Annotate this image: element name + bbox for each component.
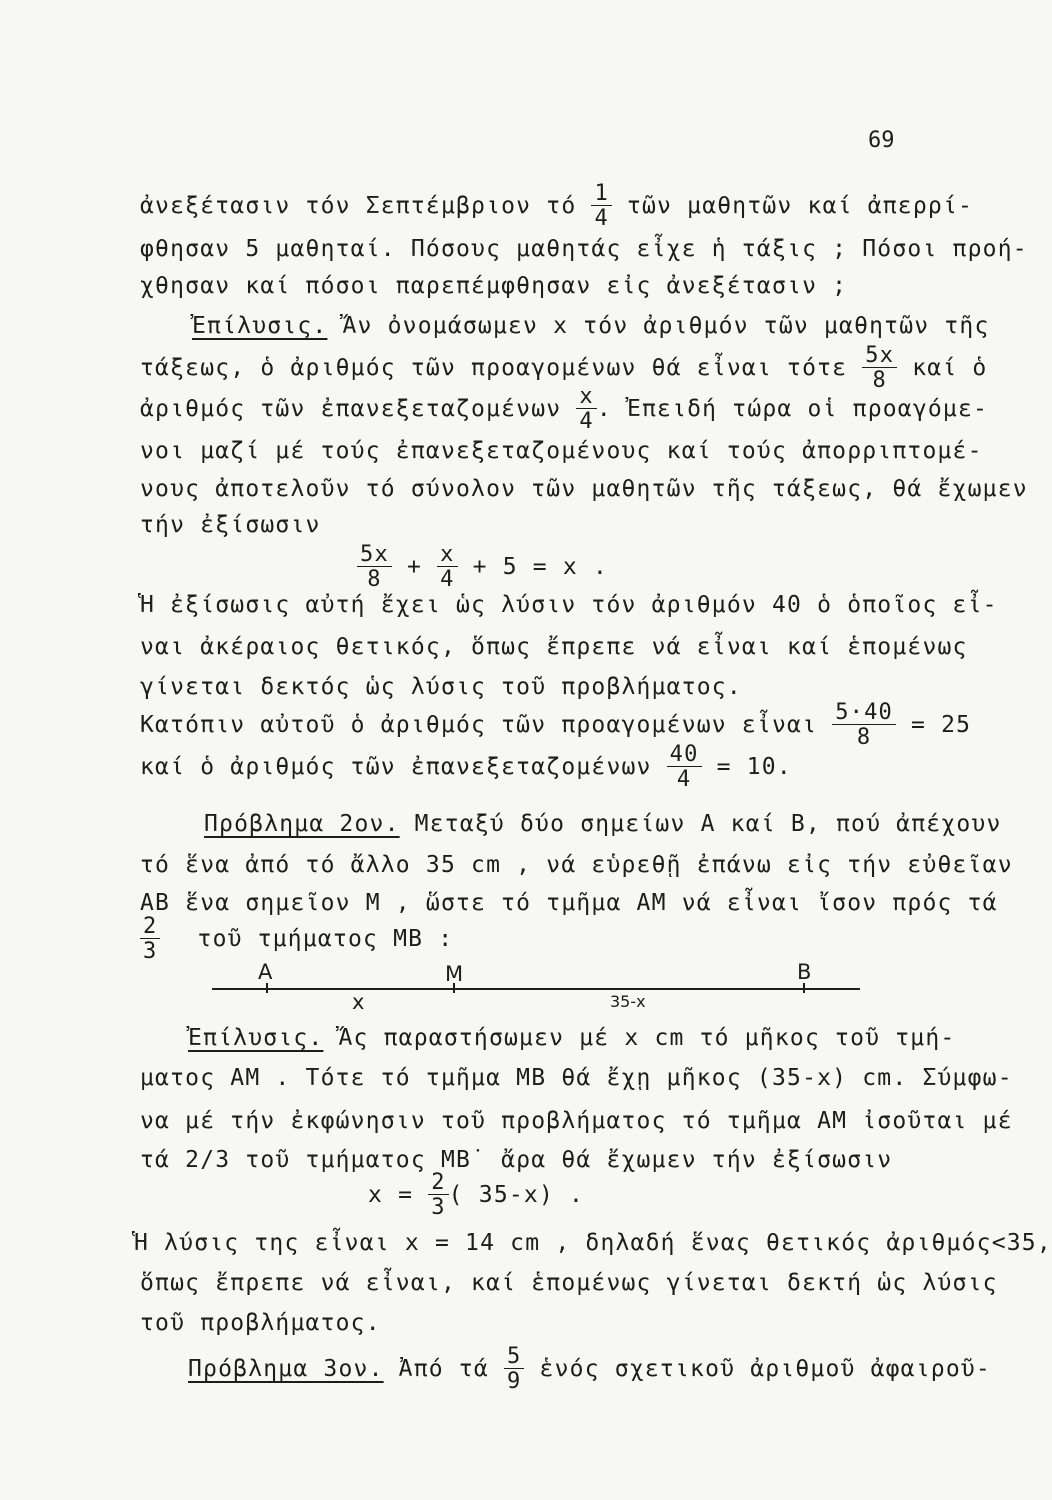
fraction-2-3 (140, 916, 160, 963)
text-line-21: να μέ τήν ἐκφώνησιν τοῦ προβλήματος τό τμῆμα AM ἰσοῦται μέ (140, 1108, 1013, 1134)
text-span: τάξεως, ὁ ἀριθμός τῶν προαγομένων θά εἶναι τότε (140, 355, 848, 381)
text-line-10: Ἡ ἐξίσωσις αὐτή ἔχει ὡς λύσιν τόν ἀριθμόν 40 ὁ ὁποῖος εἶ- (140, 592, 998, 618)
text-line-19 (188, 1025, 955, 1051)
text-line-25: τοῦ προβλήματος. (140, 1310, 381, 1336)
segment-x-label: x (352, 990, 365, 1014)
numerator: x (437, 544, 457, 567)
text-line-14 (140, 744, 792, 791)
text-line-16: τό ἕνα ἀπό τό ἄλλο 35 cm , νά εὑρεθῇ ἐπάνω εἰς τήν εὐθεῖαν (140, 852, 1013, 878)
fraction-5x-8 (862, 345, 897, 392)
text-span: x = (368, 1182, 414, 1208)
text-line-18 (140, 916, 453, 963)
problem-2-heading: Πρόβλημα 2ον. (204, 811, 400, 837)
denominator: 4 (594, 206, 609, 231)
numerator: 5x (357, 544, 392, 567)
text-span: τοῦ τμήματος MB : (197, 926, 454, 952)
fraction-5-9 (504, 1346, 524, 1393)
text-span: = 25 (911, 712, 972, 738)
point-m-label: M (445, 962, 464, 986)
text-line-2: φθησαν 5 μαθηταί. Πόσους μαθητάς εἶχε ἡ τάξις ; Πόσοι προή- (140, 236, 1028, 262)
text-span: τῶν μαθητῶν καί ἀπερρί- (626, 193, 974, 219)
denominator: 4 (440, 567, 455, 592)
text-line-3: χθησαν καί πόσοι παρεπέμφθησαν εἰς ἀνεξέτασιν ; (140, 273, 848, 299)
text-line-9: τήν ἐξίσωσιν (140, 512, 321, 538)
denominator: 3 (143, 939, 158, 964)
solution-heading: Ἐπίλυσις. (192, 313, 328, 339)
denominator: 4 (579, 409, 594, 434)
fraction-40-4 (667, 744, 702, 791)
numerator: 1 (591, 183, 611, 206)
denominator: 8 (872, 368, 887, 393)
text-span: Μεταξύ δύο σημείων A καί B, πού ἀπέχουν (399, 811, 1002, 837)
fraction-1-4 (591, 183, 611, 230)
text-line-8: νους ἀποτελοῦν τό σύνολον τῶν μαθητῶν τῆς τάξεως, θά ἔχωμεν (140, 476, 1028, 502)
text-line-12: γίνεται δεκτός ὡς λύσις τοῦ προβλήματος. (140, 674, 742, 700)
solution-heading-2: Ἐπίλυσις. (188, 1025, 324, 1051)
fraction-5x-8 (357, 544, 392, 591)
text-line-5 (140, 345, 987, 392)
numerator: 40 (667, 744, 702, 767)
text-span: . Ἐπειδή τώρα οἱ προαγόμε- (596, 396, 989, 422)
text-line-20: ματος AM . Τότε τό τμῆμα MB θά ἔχῃ μῆκος (35-x) cm. Σύμφω- (140, 1065, 1013, 1091)
numerator: 2 (140, 916, 160, 939)
page-number: 69 (868, 128, 895, 153)
text-span: ( 35-x) . (448, 1182, 585, 1208)
text-line-7: νοι μαζί μέ τούς ἐπανεξεταζομένους καί τούς ἀπορριπτομέ- (140, 438, 983, 464)
numerator: 5·40 (832, 702, 896, 725)
segment-35-x-label: 35-x (610, 992, 646, 1011)
plus-sign: + (406, 554, 423, 580)
point-a-label: A (258, 960, 273, 984)
fraction-2-3 (428, 1172, 448, 1219)
equation-2 (368, 1172, 584, 1219)
denominator: 8 (367, 567, 382, 592)
text-span: Κατόπιν αὐτοῦ ὁ ἀριθμός τῶν προαγομένων εἶναι (140, 712, 818, 738)
text-line-1 (140, 183, 973, 230)
fraction-x-4 (437, 544, 457, 591)
text-span: = 10. (716, 754, 792, 780)
segment-ab-line (212, 988, 860, 990)
equation-1 (357, 544, 608, 591)
text-span: ἀνεξέτασιν τόν Σεπτέμβριον τό (140, 193, 577, 219)
text-line-26 (188, 1346, 991, 1393)
text-line-23: Ἡ λύσις της εἶναι x = 14 cm , δηλαδή ἕνας θετικός ἀριθμός<35, (134, 1230, 1052, 1256)
text-span: Ἄν ὀνομάσωμεν x τόν ἀριθμόν τῶν μαθητῶν τῆς (327, 313, 990, 339)
text-span: Ἀπό τά (383, 1356, 489, 1382)
text-line-22: τά 2/3 τοῦ τμήματος MB˙ ἄρα θά ἔχωμεν τήν ἐξίσωσιν (140, 1147, 893, 1173)
text-span: ἀριθμός τῶν ἐπανεξεταζομένων (140, 396, 562, 422)
denominator: 8 (856, 725, 872, 750)
text-line-4 (192, 313, 990, 339)
numerator: x (576, 386, 596, 409)
text-span: καί ὁ (912, 355, 988, 381)
text-line-11: ναι ἀκέραιος θετικός, ὅπως ἔπρεπε νά εἶναι καί ἑπομένως (140, 634, 968, 660)
numerator: 5x (862, 345, 897, 368)
text-line-15 (204, 811, 1002, 837)
text-line-24: ὅπως ἔπρεπε νά εἶναι, καί ἑπομένως γίνεται δεκτή ὡς λύσις (140, 1270, 998, 1296)
text-span: + 5 = x . (472, 554, 609, 580)
problem-3-heading: Πρόβλημα 3ον. (188, 1356, 384, 1382)
numerator: 5 (504, 1346, 524, 1369)
tick-a (266, 983, 268, 993)
text-line-6 (140, 386, 988, 433)
point-b-label: B (797, 960, 812, 984)
fraction-5x40-8 (832, 702, 896, 749)
denominator: 4 (676, 767, 692, 792)
tick-b (803, 983, 805, 993)
text-line-17: AB ἕνα σημεῖον M , ὥστε τό τμῆμα AM νά εἶναι ἴσον πρός τά (140, 890, 998, 916)
text-span: Ἄς παραστήσωμεν μέ x cm τό μῆκος τοῦ τμή- (323, 1025, 956, 1051)
denominator: 3 (431, 1195, 446, 1220)
numerator: 2 (428, 1172, 448, 1195)
text-span: καί ὁ ἀριθμός τῶν ἐπανεξεταζομένων (140, 754, 652, 780)
text-line-13 (140, 702, 971, 749)
text-span: ἑνός σχετικοῦ ἀριθμοῦ ἀφαιροῦ- (539, 1356, 991, 1382)
fraction-x-4 (576, 386, 596, 433)
denominator: 9 (507, 1369, 522, 1394)
